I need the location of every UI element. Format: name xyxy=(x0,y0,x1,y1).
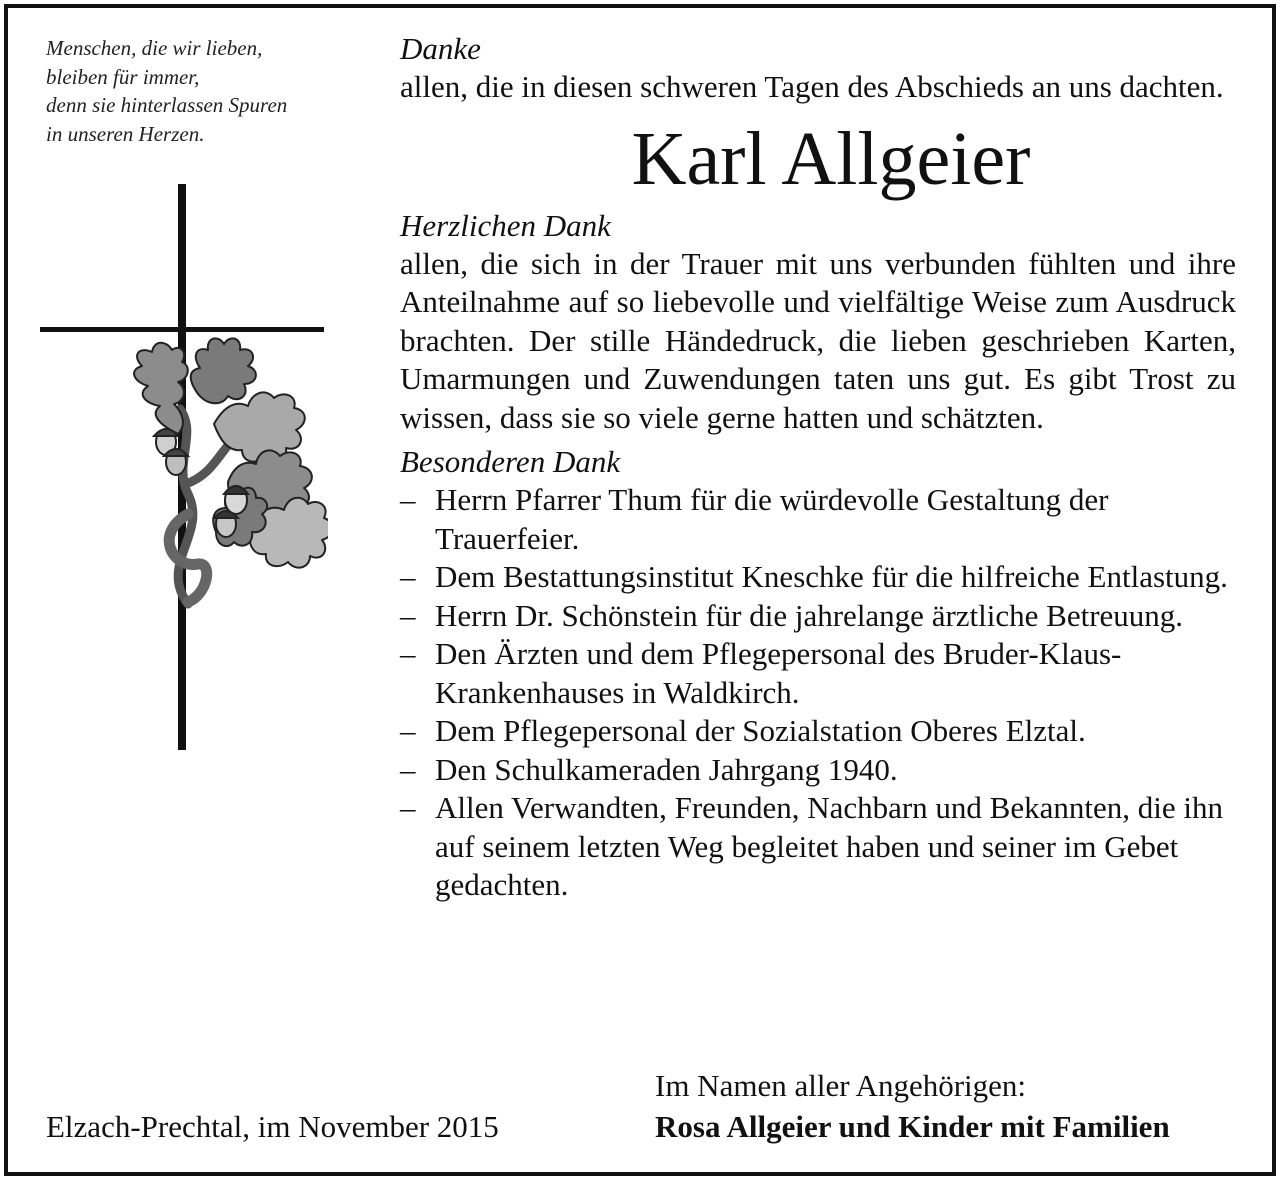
list-item xyxy=(400,558,1236,597)
motto-line: denn sie hinterlassen Spuren xyxy=(46,93,288,117)
list-item xyxy=(400,597,1236,636)
list-item-text: Den Ärzten und dem Pflegepersonal des Bruder-Klaus-Krankenhauses in Waldkirch. xyxy=(435,636,1122,710)
motto-line: in unseren Herzen. xyxy=(46,121,205,146)
list-item-text: Dem Bestattungsinstitut Kneschke für die hilfreiche Entlastung. xyxy=(435,559,1228,594)
list-item xyxy=(400,712,1236,751)
gratitude-heading: Herzlichen Dank xyxy=(400,207,611,243)
cross-with-oak-leaves-icon xyxy=(38,184,328,754)
dash-bullet: – xyxy=(400,713,416,748)
gratitude-text: allen, die sich in der Trauer mit uns verbunden fühlten und ihre Anteilnahme auf so liebevolle und vielfältige Weise zum Ausdruck brachten. Der stille Händedruck, die lieben geschrieben Karten, Umarmungen und Zuwendungen taten uns gut. Es gibt Trost zu wissen, dass sie so viele gerne hatten und schätzten. xyxy=(400,245,1236,435)
dash-bullet: – xyxy=(400,482,416,517)
list-item xyxy=(400,481,1236,558)
main-text xyxy=(400,30,1236,905)
dash-bullet: – xyxy=(400,790,416,825)
oak-leaf xyxy=(134,343,188,434)
motto-line: bleiben für immer, xyxy=(46,64,200,89)
dash-bullet: – xyxy=(400,597,416,633)
cross-horizontal-beam xyxy=(40,327,324,332)
dash-bullet: – xyxy=(400,636,416,671)
deceased-name: Karl Allgeier xyxy=(631,116,1031,201)
dash-bullet: – xyxy=(400,559,416,594)
list-item-text: Allen Verwandten, Freunden, Nachbarn und Bekannten, die ihn auf seinem letzten Weg begleitet haben und seiner im Gebet gedachten. xyxy=(435,790,1223,902)
dash-bullet: – xyxy=(400,751,416,787)
special-thanks-heading: Besonderen Dank xyxy=(400,444,621,479)
special-thanks-list xyxy=(400,481,1236,905)
on-behalf-line: Im Namen aller Angehörigen: xyxy=(655,1068,1027,1103)
intro-text: allen, die in diesen schweren Tagen des Abschieds an uns dachten. xyxy=(400,69,1224,104)
list-item xyxy=(400,751,1236,790)
oak-leaf xyxy=(191,338,256,403)
list-item xyxy=(400,789,1236,905)
list-item-text: Herrn Pfarrer Thum für die würdevolle Gestaltung der Trauerfeier. xyxy=(435,482,1109,556)
family-names: Rosa Allgeier und Kinder mit Familien xyxy=(655,1109,1170,1144)
list-item-text: Herrn Dr. Schönstein für die jahrelange ärztliche Betreuung. xyxy=(435,597,1184,633)
motto-verse xyxy=(46,34,376,148)
signature-block xyxy=(655,1066,1170,1147)
thanks-heading: Danke xyxy=(400,31,481,66)
list-item xyxy=(400,635,1236,712)
place-and-date: Elzach-Prechtal, im November 2015 xyxy=(46,1109,499,1144)
list-item-text: Den Schulkameraden Jahrgang 1940. xyxy=(435,751,898,787)
list-item-text: Dem Pflegepersonal der Sozialstation Oberes Elztal. xyxy=(435,713,1086,748)
motto-line: Menschen, die wir lieben, xyxy=(46,36,263,60)
